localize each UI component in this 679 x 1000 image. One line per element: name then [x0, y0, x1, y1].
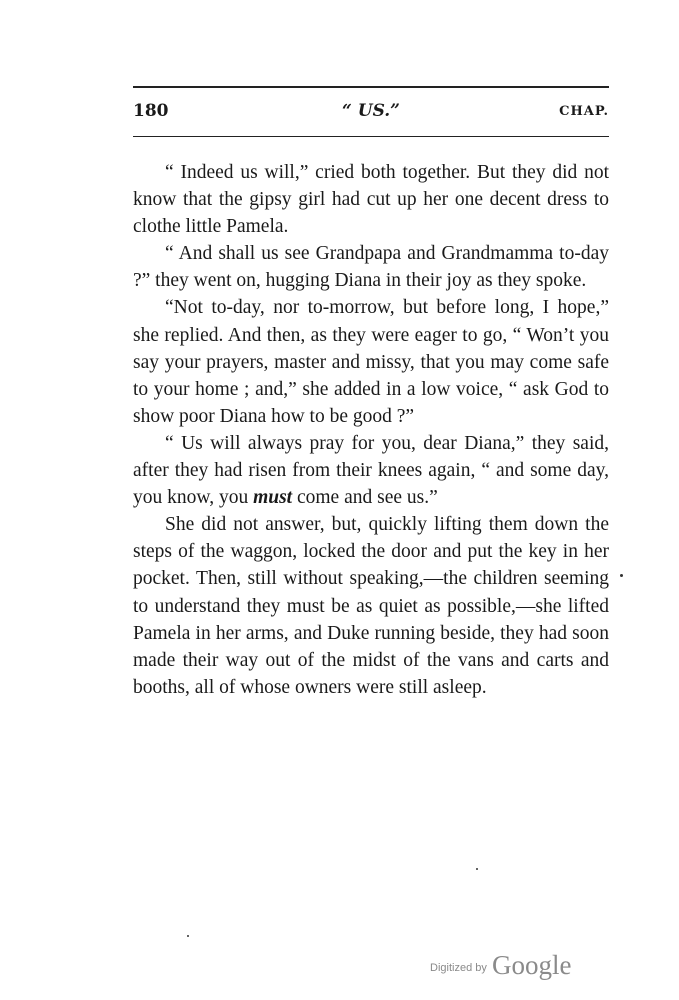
paragraph-1 [133, 159, 609, 240]
paragraph-text: She did not answer, but, quickly lifting them down the steps of the waggon, locked the door and put the key in her pocket. Then, still without speaking,—the children seeming to understand they must be as quiet as possible,—she lifted Pamela in her arms, and Duke running beside, they had soon made their way out of the midst of the vans and carts and booths, all of whose owners were still asleep. [133, 514, 609, 698]
page-number: 180 [133, 101, 169, 121]
running-header [133, 101, 609, 127]
page-body [133, 159, 609, 701]
paragraph-text: come and see us.” [292, 487, 438, 509]
emphasized-word: must [253, 487, 293, 509]
paragraph-text: “Not to-day, nor to-morrow, but before long, I hope,” she replied. And then, as they were eager to go, “ Won’t you say your prayers, master and missy, that you may come safe to your home ; and,” she added in a low voice, “ ask God to show poor Diana how to be good ?” [133, 297, 609, 427]
digitized-by-google-watermark [430, 950, 571, 981]
paragraph-2 [133, 240, 609, 294]
header-top-rule [133, 86, 609, 88]
paragraph-text: “ Us will always pray for you, dear Diana,” they said, after they had risen from their knees again, “ and some day, you know, you [133, 432, 609, 509]
google-logo: Google [491, 950, 572, 980]
paragraph-text: “ And shall us see Grandpapa and Grandmamma to-day ?” they went on, hugging Diana in their joy as they spoke. [133, 243, 609, 292]
paragraph-4 [133, 430, 609, 511]
paragraph-5 [133, 511, 609, 701]
stray-mark [187, 935, 189, 937]
header-bottom-rule [133, 136, 609, 137]
paragraph-text: “ Indeed us will,” cried both together. But they did not know that the gipsy girl had cut up her one decent dress to clothe little Pamela. [133, 162, 609, 238]
running-title: “ US.” [342, 101, 400, 121]
chapter-label: CHAP. [559, 104, 609, 119]
stray-mark [476, 868, 478, 870]
stray-mark [620, 574, 623, 577]
paragraph-3 [133, 294, 609, 429]
digitized-by-label: Digitized by [430, 962, 487, 974]
